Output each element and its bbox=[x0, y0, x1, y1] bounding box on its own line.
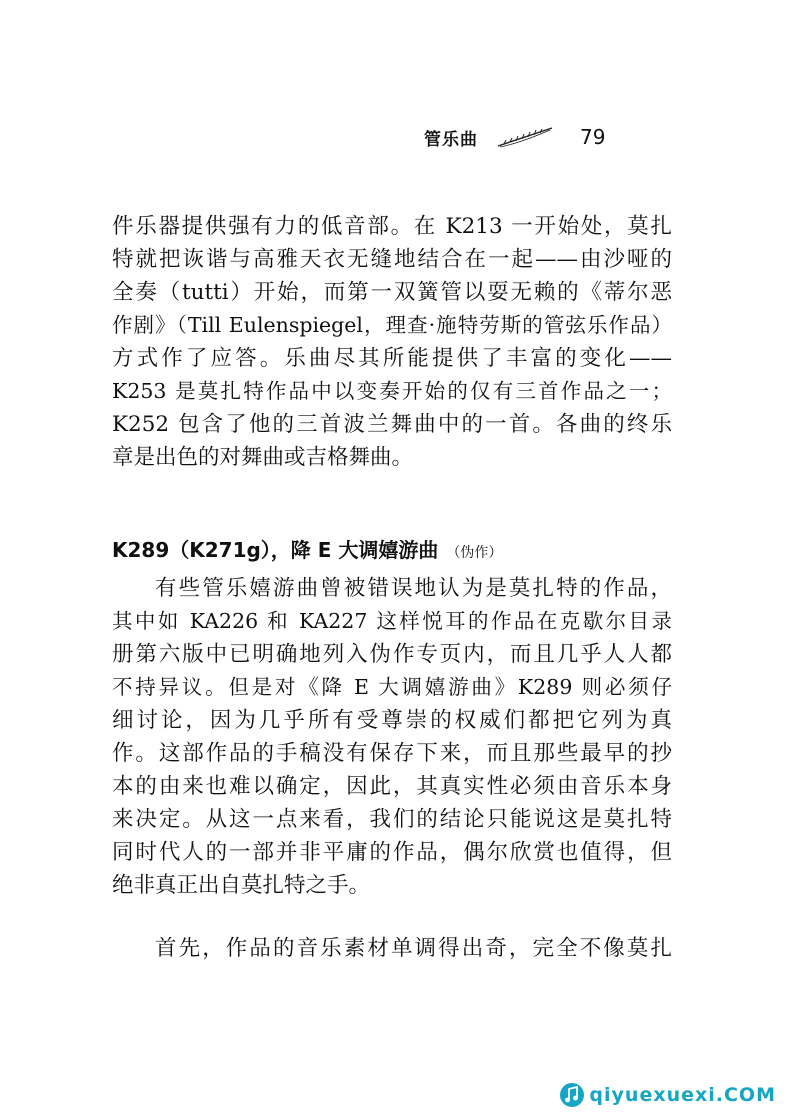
paragraph-3 bbox=[112, 932, 672, 965]
text-line: 首先，作品的音乐素材单调得出奇，完全不像莫扎 bbox=[155, 936, 672, 961]
text-line: 有些管乐嬉游曲曾被错误地认为是莫扎特的作品， bbox=[155, 576, 672, 601]
text-line: 本的由来也难以确定，因此，其真实性必须由音乐本身 bbox=[112, 774, 672, 799]
text-line: 方式作了应答。乐曲尽其所能提供了丰富的变化—— bbox=[112, 346, 672, 371]
text-line: 作。这部作品的手稿没有保存下来，而且那些最早的抄 bbox=[112, 741, 672, 766]
music-note-logo-icon bbox=[559, 1082, 585, 1108]
text-line: K252 包含了他的三首波兰舞曲中的一首。各曲的终乐 bbox=[112, 412, 672, 437]
text-line: 作剧》（Till Eulenspiegel，理查·施特劳斯的管弦乐作品） bbox=[112, 313, 672, 337]
running-title: 管乐曲 bbox=[424, 129, 478, 150]
text-line: 来决定。从这一点来看，我们的结论只能说这是莫扎特 bbox=[112, 807, 672, 832]
running-head bbox=[424, 120, 605, 154]
text-line: 件乐器提供强有力的低音部。在 K213 一开始处，莫扎 bbox=[112, 214, 672, 239]
text-line: 同时代人的一部并非平庸的作品，偶尔欣赏也值得，但 bbox=[112, 840, 672, 865]
watermark-text: qiyuexuexi.COM bbox=[589, 1084, 776, 1106]
watermark bbox=[559, 1082, 776, 1108]
quill-flourish-icon bbox=[496, 126, 554, 148]
page-number: 79 bbox=[580, 125, 606, 149]
paragraph-1 bbox=[112, 210, 672, 474]
text-line: 不持异议。但是对《降 E 大调嬉游曲》K289 则必须仔 bbox=[112, 675, 672, 699]
paragraph-2 bbox=[112, 572, 672, 902]
text-line: 册第六版中已明确地列入伪作专页内，而且几乎人人都 bbox=[112, 642, 672, 667]
text-line: 绝非真正出自莫扎特之手。 bbox=[112, 873, 371, 898]
text-line: K253 是莫扎特作品中以变奏开始的仅有三首作品之一； bbox=[112, 379, 672, 403]
section-heading bbox=[112, 533, 502, 567]
text-line: 全奏（tutti）开始，而第一双簧管以耍无赖的《蒂尔恶 bbox=[112, 280, 672, 305]
section-heading-title: K289（K271g），降 E 大调嬉游曲 bbox=[112, 538, 439, 562]
text-line: 章是出色的对舞曲或吉格舞曲。 bbox=[112, 445, 414, 470]
text-line: 其中如 KA226 和 KA227 这样悦耳的作品在克歇尔目录 bbox=[112, 609, 672, 633]
text-line: 细讨论，因为几乎所有受尊崇的权威们都把它列为真 bbox=[112, 708, 672, 733]
section-heading-note: （伪作） bbox=[446, 545, 503, 561]
text-line: 特就把诙谐与高雅天衣无缝地结合在一起——由沙哑的 bbox=[112, 247, 672, 272]
